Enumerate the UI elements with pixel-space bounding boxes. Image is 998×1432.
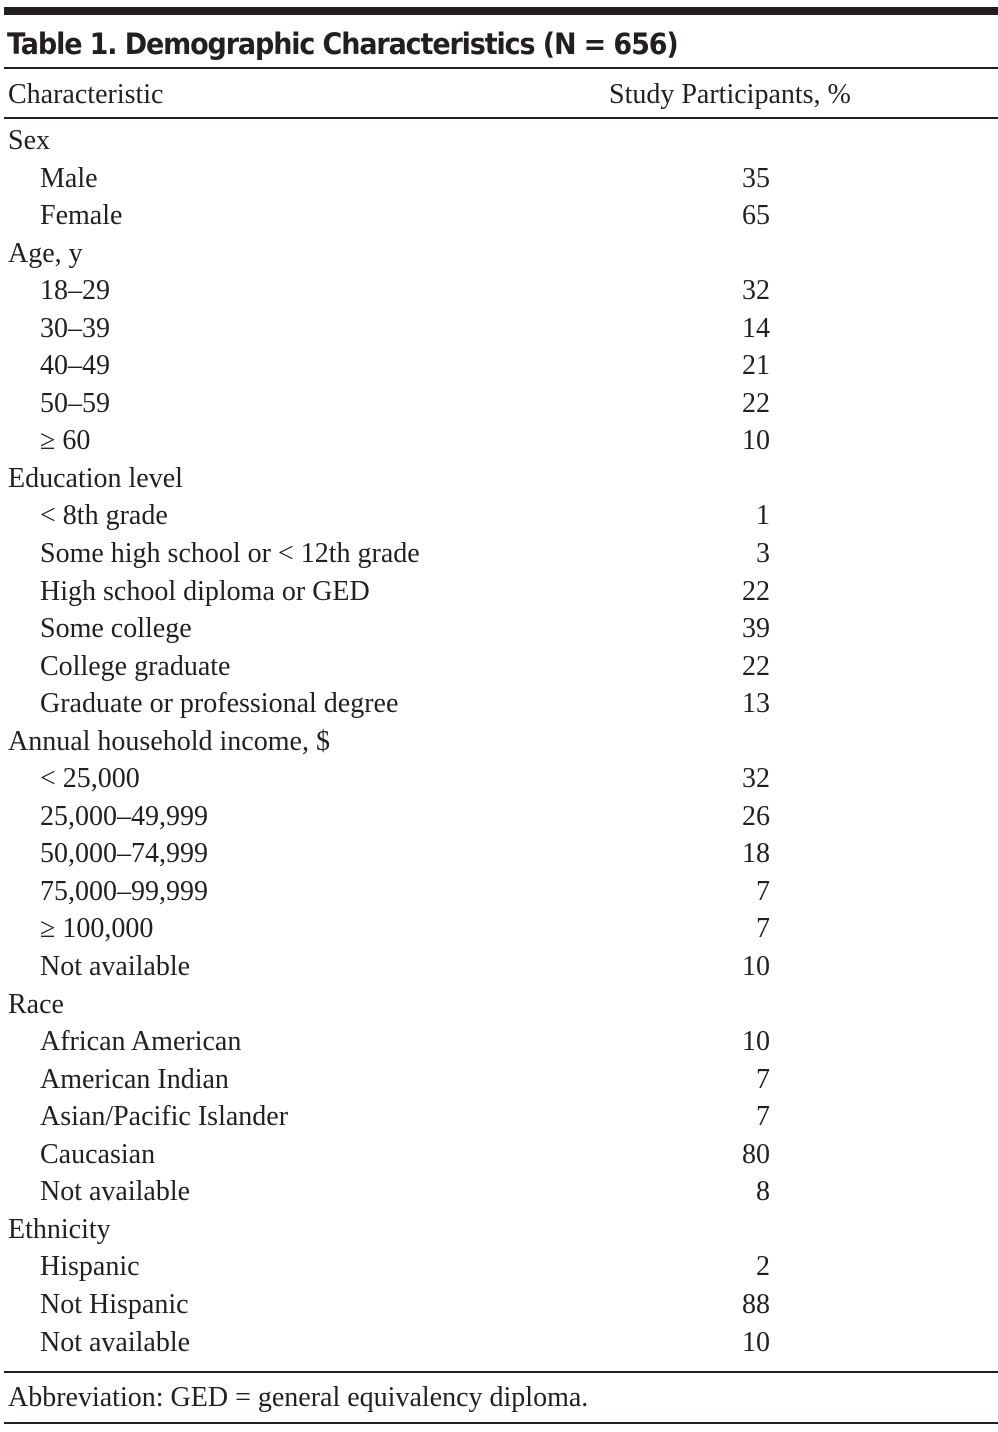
table-row [0, 197, 998, 235]
group-label: Annual household income, $ [8, 725, 330, 757]
table-row [0, 422, 998, 460]
table-row [0, 347, 998, 385]
table-body [0, 122, 998, 1361]
row-label: Hispanic [40, 1251, 140, 1283]
row-label: ≥ 100,000 [40, 913, 154, 945]
table-row [0, 1136, 998, 1174]
table-group-row [0, 986, 998, 1024]
row-value: 80 [742, 1138, 770, 1170]
row-label: College graduate [40, 650, 231, 682]
row-label: Not available [40, 951, 191, 983]
row-label: Asian/Pacific Islander [40, 1101, 289, 1133]
table-row [0, 1098, 998, 1136]
group-label: Age, y [8, 237, 83, 269]
row-label: Male [40, 162, 98, 194]
table-row [0, 910, 998, 948]
row-value: 2 [756, 1251, 770, 1283]
row-value: 35 [742, 162, 770, 194]
row-label: 50,000–74,999 [40, 838, 208, 870]
row-value: 22 [742, 650, 770, 682]
row-label: 30–39 [40, 312, 110, 344]
table-row [0, 610, 998, 648]
row-value: 1 [756, 500, 770, 532]
row-value: 14 [742, 312, 770, 344]
row-value: 7 [756, 1101, 770, 1133]
table-group-row [0, 460, 998, 498]
row-value: 65 [742, 200, 770, 232]
table-row [0, 573, 998, 611]
table-row [0, 1324, 998, 1362]
row-value: 32 [742, 275, 770, 307]
group-label: Race [8, 988, 64, 1020]
row-label: Some high school or < 12th grade [40, 538, 420, 570]
group-label: Ethnicity [8, 1213, 111, 1245]
table-row [0, 835, 998, 873]
table-row [0, 1248, 998, 1286]
row-value: 22 [742, 575, 770, 607]
table-group-row [0, 1211, 998, 1249]
row-label: Caucasian [40, 1138, 156, 1170]
row-label: 25,000–49,999 [40, 800, 208, 832]
row-label: Some college [40, 613, 192, 645]
table-row [0, 648, 998, 686]
row-value: 88 [742, 1288, 770, 1320]
header-rule [4, 117, 998, 119]
row-label: Graduate or professional degree [40, 688, 399, 720]
row-value: 18 [742, 838, 770, 870]
group-label: Sex [8, 125, 50, 156]
row-label: 75,000–99,999 [40, 875, 208, 907]
table-row [0, 798, 998, 836]
table-row [0, 685, 998, 723]
row-label: African American [40, 1026, 242, 1058]
row-value: 26 [742, 800, 770, 832]
bottom-rule [4, 1371, 998, 1373]
row-value: 10 [742, 1326, 770, 1358]
row-label: Not Hispanic [40, 1288, 189, 1320]
row-value: 7 [756, 1063, 770, 1095]
column-header-participants: Study Participants, % [609, 79, 851, 110]
row-label: < 8th grade [40, 500, 168, 532]
table-group-row [0, 122, 998, 160]
table-row [0, 310, 998, 348]
row-label: 40–49 [40, 350, 110, 382]
table-row [0, 1061, 998, 1099]
table-row [0, 1286, 998, 1324]
table-title: Table 1. Demographic Characteristics (N = 656) [7, 27, 678, 61]
table-row [0, 760, 998, 798]
row-value: 22 [742, 387, 770, 419]
row-label: < 25,000 [40, 763, 140, 795]
row-label: Not available [40, 1176, 191, 1208]
table-row [0, 497, 998, 535]
row-value: 39 [742, 613, 770, 645]
top-thick-rule [4, 7, 998, 15]
row-value: 10 [742, 425, 770, 457]
table-group-row [0, 235, 998, 273]
row-value: 10 [742, 951, 770, 983]
table-row [0, 873, 998, 911]
row-label: Female [40, 200, 123, 232]
table-group-row [0, 723, 998, 761]
row-label: 18–29 [40, 275, 110, 307]
row-label: ≥ 60 [40, 425, 91, 457]
row-value: 7 [756, 913, 770, 945]
row-value: 7 [756, 875, 770, 907]
row-label: Not available [40, 1326, 191, 1358]
table-row [0, 385, 998, 423]
row-value: 32 [742, 763, 770, 795]
column-header-characteristic: Characteristic [8, 79, 164, 110]
footnote-rule [4, 1422, 998, 1424]
row-value: 13 [742, 688, 770, 720]
row-label: American Indian [40, 1063, 229, 1095]
table-row [0, 948, 998, 986]
table-row [0, 1173, 998, 1211]
table-row [0, 1023, 998, 1061]
row-label: 50–59 [40, 387, 110, 419]
row-value: 10 [742, 1026, 770, 1058]
table-row [0, 272, 998, 310]
group-label: Education level [8, 462, 183, 494]
table-row [0, 535, 998, 573]
row-label: High school diploma or GED [40, 575, 370, 607]
title-rule [4, 67, 998, 69]
row-value: 21 [742, 350, 770, 382]
row-value: 8 [756, 1176, 770, 1208]
table-footnote: Abbreviation: GED = general equivalency diploma. [8, 1382, 589, 1413]
table-row [0, 160, 998, 198]
row-value: 3 [756, 538, 770, 570]
